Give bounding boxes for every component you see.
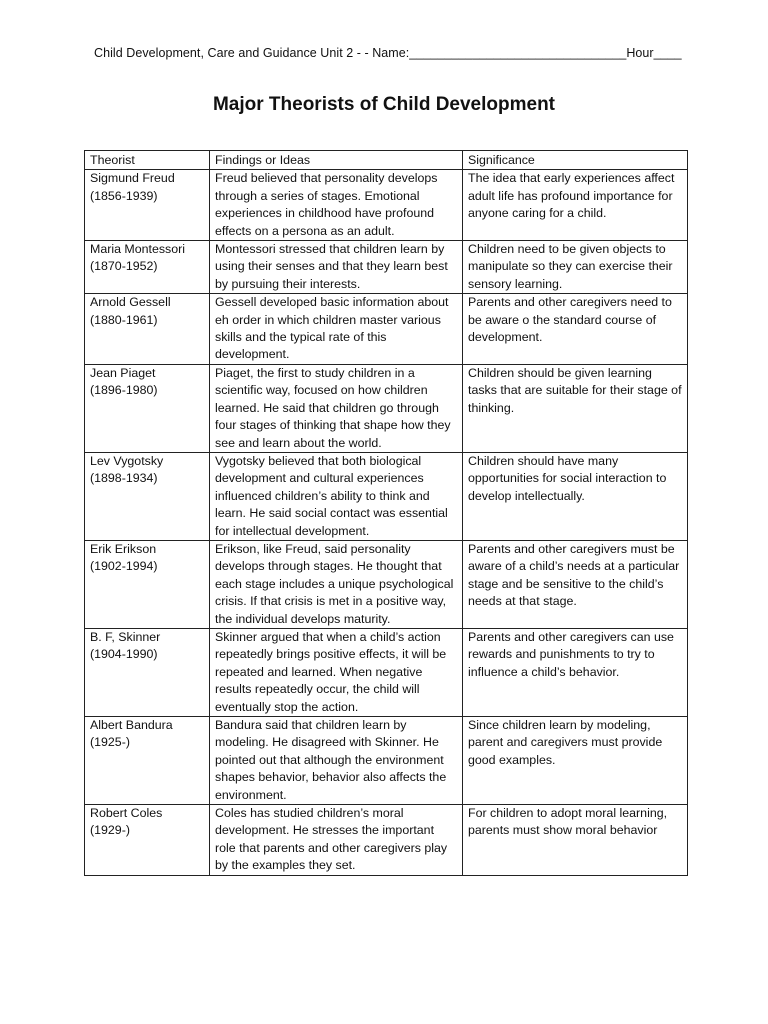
significance-cell: The idea that early experiences affect adult life has profound importance for anyone caring for a child. [463,170,688,241]
significance-cell: Children need to be given objects to manipulate so they can exercise their sensory learning. [463,241,688,294]
findings-cell: Coles has studied children’s moral development. He stresses the important role that parents and other caregivers play by the examples they set. [210,805,463,876]
table-row [85,364,688,452]
theorist-name: Albert Bandura [90,718,173,732]
table-row [85,628,688,716]
theorist-years: (1880-1961) [90,312,158,327]
theorists-table [84,150,688,876]
findings-cell: Bandura said that children learn by modeling. He disagreed with Skinner. He pointed out that although the environment shapes behavior, behavior also affects the environment. [210,717,463,805]
theorist-years: (1929-) [90,823,130,838]
table-row [85,805,688,876]
theorist-cell [85,241,210,294]
theorist-years: (1870-1952) [90,259,158,274]
theorist-cell [85,294,210,365]
theorist-cell [85,805,210,876]
column-header-significance: Significance [463,151,688,170]
findings-cell: Freud believed that personality develops through a series of stages. Emotional experiences in childhood have profound effects on a persona as an adult. [210,170,463,241]
theorist-name: B. F, Skinner [90,629,161,644]
theorist-name: Lev Vygotsky [90,453,164,468]
theorist-name: Robert Coles [90,806,163,821]
findings-cell: Montessori stressed that children learn by using their senses and that they learn best by pursuing their interests. [210,241,463,294]
theorist-cell [85,540,210,628]
theorist-cell [85,717,210,805]
theorist-cell [85,364,210,452]
theorist-years: (1902-1994) [90,559,158,574]
significance-cell: Parents and other caregivers need to be aware o the standard course of development. [463,294,688,365]
column-header-findings: Findings or Ideas [210,151,463,170]
findings-cell: Piaget, the first to study children in a scientific way, focused on how children learned. He said that children go through four stages of thinking that shape how they see and learn about the world. [210,364,463,452]
significance-cell: For children to adopt moral learning, parents must show moral behavior [463,805,688,876]
theorist-years: (1904-1990) [90,647,158,662]
table-row [85,170,688,241]
theorist-cell [85,170,210,241]
findings-cell: Erikson, like Freud, said personality develops through stages. He thought that each stage includes a unique psychological crisis. If that crisis is met in a positive way, the individual develops maturity. [210,540,463,628]
theorist-name: Sigmund Freud [90,171,175,186]
table-row [85,452,688,540]
table-row [85,241,688,294]
theorist-name: Erik Erikson [90,541,157,556]
column-header-theorist: Theorist [85,151,210,170]
significance-cell: Children should be given learning tasks that are suitable for their stage of thinking. [463,364,688,452]
significance-cell: Parents and other caregivers can use rewards and punishments to try to influence a child’s behavior. [463,628,688,716]
table-row [85,294,688,365]
theorist-cell [85,452,210,540]
significance-cell: Parents and other caregivers must be aware of a child’s needs at a particular stage and be sensitive to the child’s needs at that stage. [463,540,688,628]
findings-cell: Skinner argued that when a child’s action repeatedly brings positive effects, it will be repeated and learned. When negative results repeatedly occur, the child will eventually stop the action. [210,628,463,716]
theorist-cell [85,628,210,716]
findings-cell: Gessell developed basic information about eh order in which children master various skills and the typical rate of this development. [210,294,463,365]
page-title: Major Theorists of Child Development [212,94,556,115]
theorist-years: (1896-1980) [90,383,158,398]
theorist-name: Jean Piaget [90,365,156,380]
table-row [85,540,688,628]
theorist-years: (1925-) [90,735,130,750]
table-header-row [85,151,688,170]
theorist-years: (1898-1934) [90,471,158,486]
significance-cell: Children should have many opportunities for social interaction to develop intellectually. [463,452,688,540]
worksheet-header: Child Development, Care and Guidance Unit 2 - - Name:_______________________________Hour____ [94,46,682,60]
theorist-name: Maria Montessori [90,242,186,257]
theorist-years: (1856-1939) [90,188,158,203]
theorist-name: Arnold Gessell [90,295,171,310]
table-row [85,717,688,805]
findings-cell: Vygotsky believed that both biological development and cultural experiences influenced children’s ability to think and learn. He said social contact was essential for intellectual development. [210,452,463,540]
significance-cell: Since children learn by modeling, parent and caregivers must provide good examples. [463,717,688,805]
